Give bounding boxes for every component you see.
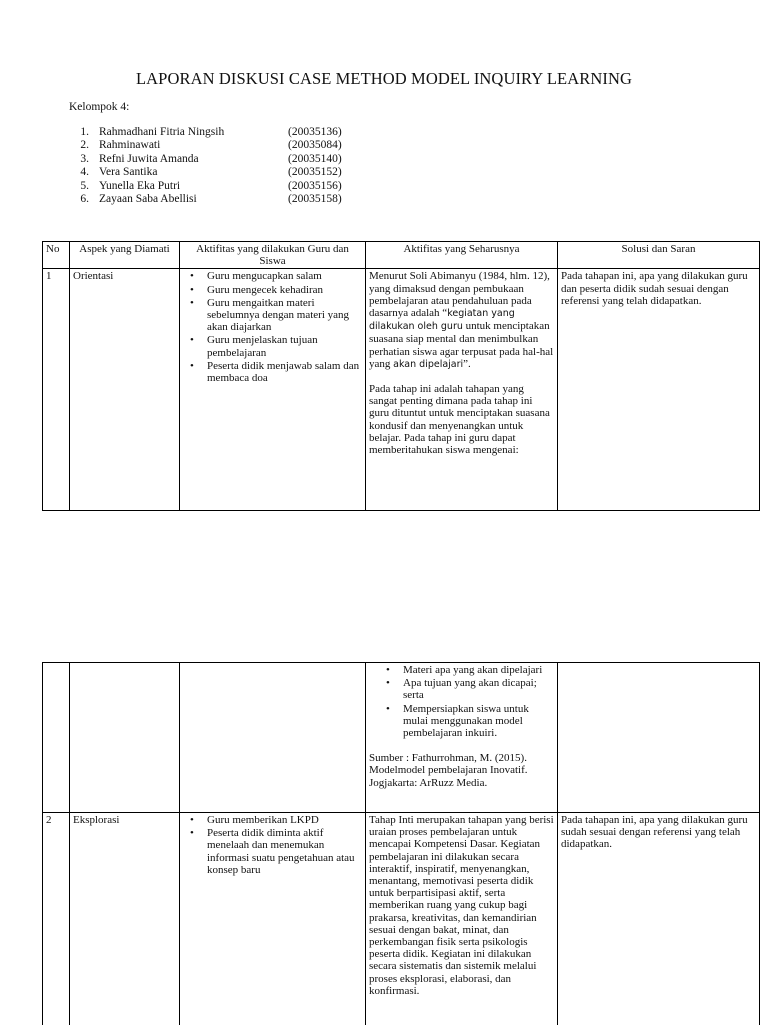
- table-header-row: [43, 242, 760, 269]
- list-item: • Apa tujuan yang akan dicapai; serta: [403, 677, 554, 701]
- list-item: • Guru memberikan LKPD: [207, 814, 362, 826]
- text-span: ”.: [463, 357, 471, 370]
- list-item: • Guru menjelaskan tujuan pembelajaran: [207, 334, 362, 358]
- member-nim: (20035140): [288, 152, 342, 165]
- header-no: No: [43, 242, 70, 269]
- member-nim: (20035084): [288, 139, 342, 152]
- list-item: • Mempersiapkan siswa untuk mulai menggunakan model pembelajaran inkuiri.: [403, 703, 554, 740]
- header-aspek: Aspek yang Diamati: [70, 242, 180, 269]
- row-should: [366, 663, 558, 813]
- text-span: untuk menciptakan suasana siap mental dan menimbulkan perhatian siswa agar terpusat pada hal-hal yang: [369, 320, 554, 370]
- row-number: [43, 663, 70, 813]
- row-aspek: [70, 663, 180, 813]
- text-span: Menurut Soli Abimanyu (1984, hlm. 12), yang dimaksud dengan pembukaan pembelajaran atau pendahuluan pada dasarnya adalah “: [369, 270, 550, 320]
- activity-list: [183, 270, 362, 384]
- row-should: [366, 269, 558, 511]
- row-activities: [180, 813, 366, 1025]
- row-solution: [558, 663, 760, 813]
- member-number: 5.: [80, 179, 89, 192]
- row-number: 1: [43, 269, 70, 511]
- member-row: [69, 166, 342, 179]
- member-name: Yunella Eka Putri: [99, 179, 181, 192]
- group-label: Kelompok 4:: [69, 101, 130, 113]
- topic-list: [369, 664, 554, 739]
- member-nim: (20035158): [288, 193, 342, 206]
- member-name: Rahminawati: [99, 139, 161, 152]
- member-row: [69, 180, 342, 193]
- header-should: Aktifitas yang Seharusnya: [366, 242, 558, 269]
- member-nim: (20035136): [288, 126, 342, 138]
- member-row: [69, 153, 342, 166]
- member-list: [69, 126, 342, 206]
- member-name: Refni Juwita Amanda: [99, 152, 199, 165]
- header-activities: Aktifitas yang dilakukan Guru dan Siswa: [180, 242, 366, 269]
- list-item: • Guru mengecek kehadiran: [207, 284, 362, 296]
- member-number: 1.: [80, 126, 89, 138]
- row-aspek: Orientasi: [70, 269, 180, 511]
- row-number: 2: [43, 813, 70, 1025]
- member-nim: (20035156): [288, 179, 342, 192]
- member-number: 4.: [80, 166, 89, 179]
- row-aspek: Eksplorasi: [70, 813, 180, 1025]
- member-row: [69, 126, 342, 139]
- row-solution: Pada tahapan ini, apa yang dilakukan guru sudah sesuai dengan referensi yang telah didapatkan.: [558, 813, 760, 1025]
- member-name: Vera Santika: [99, 166, 158, 179]
- row-activities: [180, 663, 366, 813]
- quoted-text: akan dipelajari: [393, 358, 464, 370]
- table-row: [43, 269, 760, 511]
- list-item: • Guru mengucapkan salam: [207, 270, 362, 282]
- should-paragraph: [369, 270, 554, 371]
- list-item: • Guru mengaitkan materi sebelumnya dengan materi yang akan diajarkan: [207, 297, 362, 334]
- member-number: 3.: [80, 152, 89, 165]
- document-title: LAPORAN DISKUSI CASE METHOD MODEL INQUIRY LEARNING: [135, 69, 633, 88]
- table-row: [43, 663, 760, 813]
- activity-list: [183, 814, 362, 876]
- row-should: Tahap Inti merupakan tahapan yang berisi uraian proses pembelajaran untuk mencapai Kompetensi Dasar. Kegiatan pembelajaran ini dilakukan secara interaktif, inspiratif, menyenangkan, menantang, memotivasi peserta didik untuk berpartisipasi aktif, serta memberikan ruang yang cukup bagi prakarsa, kreativitas, dan kemandirian sesuai dengan bakat, minat, dan perkembangan fisik serta psikologis peserta didik. Kegiatan ini dilakukan secara sistematis dan sistemik melalui proses eksplorasi, elaborasi, dan konfirmasi.: [366, 813, 558, 1025]
- member-number: 2.: [80, 139, 89, 152]
- member-name: Rahmadhani Fitria Ningsih: [99, 126, 225, 138]
- list-item: • Peserta didik diminta aktif menelaah dan menemukan informasi suatu pengetahuan atau konsep baru: [207, 827, 362, 876]
- source-citation: Sumber : Fathurrohman, M. (2015). Modelmodel pembelajaran Inovatif. Jogjakarta: ArRuzz Media.: [369, 752, 528, 789]
- should-paragraph: Pada tahap ini adalah tahapan yang sangat penting dimana pada tahap ini guru dituntut untuk menciptakan suasana kondusif dan menyenangkan untuk belajar. Pada tahap ini guru dapat memberitahukan siswa mengenai:: [369, 383, 550, 457]
- discussion-table: [42, 241, 760, 511]
- member-number: 6.: [80, 193, 89, 206]
- row-activities: [180, 269, 366, 511]
- header-solution: Solusi dan Saran: [558, 242, 760, 269]
- list-item: • Peserta didik menjawab salam dan membaca doa: [207, 360, 362, 384]
- member-row: [69, 139, 342, 152]
- member-name: Zayaan Saba Abellisi: [99, 193, 197, 206]
- member-row: [69, 193, 342, 206]
- row-solution: Pada tahapan ini, apa yang dilakukan guru dan peserta didik sudah sesuai dengan referensi yang telah didapatkan.: [558, 269, 760, 511]
- list-item: • Materi apa yang akan dipelajari: [403, 664, 554, 676]
- table-row: [43, 813, 760, 1025]
- member-nim: (20035152): [288, 166, 342, 179]
- discussion-table-continued: [42, 662, 760, 1025]
- quoted-text: kegiatan yang dilakukan oleh guru: [369, 308, 515, 333]
